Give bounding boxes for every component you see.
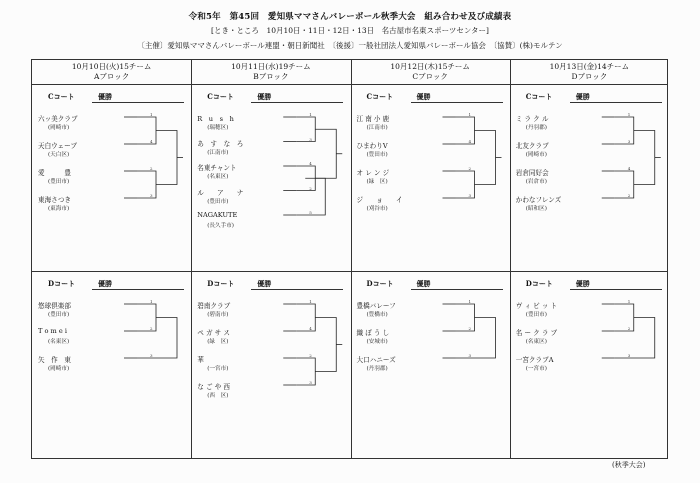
seed-number: 4 bbox=[150, 139, 153, 144]
seed-number: 1 bbox=[627, 299, 631, 304]
seed-number: 2 bbox=[309, 353, 312, 358]
winner-label: 優勝 bbox=[98, 92, 112, 101]
team-name: 織 ぼ う し bbox=[356, 329, 390, 337]
seed-number: 5 bbox=[309, 210, 312, 215]
winner-label: 優勝 bbox=[416, 279, 431, 288]
team-name: ミ ラ ク ル bbox=[515, 115, 549, 123]
team-city: (岡崎市) bbox=[48, 366, 70, 372]
team-city: (安城市) bbox=[366, 339, 388, 345]
team-name: 碧南クラブ bbox=[197, 302, 231, 310]
team-name: 名 ー ク ラ ブ bbox=[515, 329, 558, 337]
seed-number: 3 bbox=[309, 380, 312, 385]
schedule-line: [とき・ところ 10月10日・11日・12日・13日 名古屋市名東スポーツセンター] bbox=[211, 26, 489, 35]
team-city: (丹羽郡) bbox=[366, 366, 388, 372]
team-city: (岡崎市) bbox=[48, 125, 70, 131]
team-city: (江南市) bbox=[366, 125, 388, 131]
team-name: あ す な ろ bbox=[197, 139, 244, 148]
team-name: 愛 豊 bbox=[38, 169, 71, 177]
winner-label: 優勝 bbox=[257, 92, 272, 101]
court-label: Dコート bbox=[48, 279, 76, 288]
team-name: ル ア ナ bbox=[197, 188, 244, 197]
seed-number: 4 bbox=[627, 166, 631, 171]
court-label: Dコート bbox=[207, 279, 235, 288]
team-name: ジ ョ イ bbox=[356, 196, 403, 204]
match-bracket bbox=[615, 304, 634, 331]
team-city: (瑞穂区) bbox=[207, 125, 229, 131]
team-city: (豊田市) bbox=[48, 312, 70, 318]
team-name: かわなフレンズ bbox=[515, 196, 562, 204]
block-name: Aブロック bbox=[93, 72, 130, 81]
team-name: 天白ウェーブ bbox=[38, 142, 77, 150]
team-city: (江南市) bbox=[207, 149, 229, 156]
team-city: (刈谷市) bbox=[366, 206, 388, 212]
team-city: (東海市) bbox=[48, 206, 70, 212]
team-name: 豊橋バレーフ bbox=[356, 302, 396, 310]
seed-number: 4 bbox=[468, 139, 472, 144]
team-city: (豊田市) bbox=[366, 152, 388, 158]
team-city: (一宮市) bbox=[525, 366, 547, 372]
team-name: ひまわりV bbox=[356, 142, 388, 150]
team-city: (豊田市) bbox=[48, 179, 70, 185]
seed-number: 2 bbox=[468, 326, 472, 331]
winner-label: 優勝 bbox=[257, 279, 272, 288]
team-name: 北友クラブ bbox=[515, 142, 549, 150]
block-date: 10月10日(火)15チーム bbox=[71, 62, 152, 71]
seed-number: 4 bbox=[309, 326, 312, 331]
team-name: 東海さつき bbox=[38, 196, 71, 204]
seed-number: 2 bbox=[468, 166, 472, 171]
sheet-title: 令和5年 第45回 愛知県ママさんバレーボール秋季大会 組み合わせ及び成績表 bbox=[188, 12, 512, 22]
team-city: (緑 区) bbox=[366, 179, 388, 185]
team-name: 矢 作 東 bbox=[38, 356, 71, 364]
winner-label: 優勝 bbox=[416, 92, 431, 101]
footer-label: (秋季大会) bbox=[612, 461, 646, 469]
court-label: Cコート bbox=[525, 92, 553, 101]
seed-number: 2 bbox=[309, 185, 312, 191]
seed-number: 3 bbox=[627, 353, 631, 358]
seed-number: 4 bbox=[309, 161, 312, 166]
court-label: Dコート bbox=[366, 279, 394, 288]
team-name: ペ ガ サ ス bbox=[197, 329, 230, 337]
seed-number: 2 bbox=[627, 193, 631, 198]
winner-label: 優勝 bbox=[575, 92, 590, 101]
team-city: (一宮市) bbox=[207, 366, 229, 372]
team-city: (西 区) bbox=[207, 393, 229, 399]
team-city: (名東区) bbox=[207, 174, 229, 180]
team-name: な ご や 西 bbox=[197, 383, 230, 391]
seed-number: 1 bbox=[150, 112, 153, 117]
team-city: (豊田市) bbox=[525, 312, 547, 318]
team-name: 悠球倶楽部 bbox=[38, 302, 71, 310]
block-date: 10月13日(金)14チーム bbox=[549, 62, 630, 71]
seed-number: 1 bbox=[468, 112, 472, 117]
team-name: R u s h bbox=[197, 115, 234, 123]
seed-number: 2 bbox=[150, 326, 153, 331]
team-name: 六ッ美クラブ bbox=[38, 115, 78, 123]
sponsors-line: 〔主催〕愛知県ママさんバレーボール連盟・朝日新聞社 〔後援〕一般社団法人愛知県バレーボール協会 〔協賛〕(株)モルテン bbox=[137, 41, 563, 50]
court-label: Cコート bbox=[207, 92, 234, 101]
seed-number: 3 bbox=[468, 353, 472, 358]
bracket-lines bbox=[32, 60, 669, 460]
winner-label: 優勝 bbox=[98, 279, 112, 288]
seed-number: 2 bbox=[150, 166, 153, 171]
team-name: 大口ハニーズ bbox=[356, 356, 396, 364]
team-city: (碧南市) bbox=[207, 312, 229, 318]
seed-number: 1 bbox=[309, 112, 312, 117]
team-city: (豊田市) bbox=[207, 198, 229, 205]
team-city: (丹羽郡) bbox=[525, 125, 547, 131]
seed-number: 1 bbox=[150, 299, 153, 304]
seed-number: 1 bbox=[468, 299, 472, 304]
team-city: (豊橋市) bbox=[366, 312, 388, 318]
seed-number: 3 bbox=[309, 136, 312, 142]
team-city: (長久手市) bbox=[207, 223, 234, 229]
court-label: Dコート bbox=[525, 279, 553, 288]
court-label: Cコート bbox=[48, 92, 75, 101]
team-name: 名東チャント bbox=[197, 164, 237, 172]
team-name: 華 bbox=[197, 356, 204, 364]
seed-number: 2 bbox=[627, 326, 631, 331]
team-name: ヴ ィ ビ ッ ト bbox=[515, 302, 558, 310]
team-name: NAGAKUTE bbox=[197, 211, 238, 219]
team-city: (岩倉市) bbox=[525, 179, 547, 185]
team-name: 一宮クラブA bbox=[515, 356, 554, 364]
block-date: 10月11日(水)19チーム bbox=[231, 62, 311, 71]
seed-number: 1 bbox=[309, 299, 312, 304]
team-name: オ レ ン ジ bbox=[356, 169, 390, 177]
bracket-grid bbox=[31, 59, 668, 459]
court-label: Cコート bbox=[366, 92, 394, 101]
block-date: 10月12日(木)15チーム bbox=[390, 62, 470, 71]
team-city: (岡崎市) bbox=[525, 152, 547, 158]
seed-number: 3 bbox=[468, 193, 472, 198]
team-city: (昭和区) bbox=[525, 206, 547, 212]
team-city: (緑 区) bbox=[207, 339, 229, 345]
block-name: Bブロック bbox=[253, 72, 289, 81]
team-name: 岩倉同好会 bbox=[515, 169, 549, 177]
seed-number: 1 bbox=[627, 112, 631, 117]
team-city: (天白区) bbox=[48, 152, 70, 158]
block-name: Cブロック bbox=[412, 72, 448, 81]
team-name: T o m e i bbox=[38, 327, 68, 335]
seed-number: 3 bbox=[150, 193, 153, 198]
team-city: (名東区) bbox=[48, 339, 70, 345]
team-city: (名東区) bbox=[525, 339, 547, 345]
winner-label: 優勝 bbox=[575, 279, 590, 288]
seed-number: 3 bbox=[150, 353, 153, 358]
seed-number: 3 bbox=[627, 139, 631, 144]
block-name: Dブロック bbox=[571, 72, 608, 81]
final-bracket bbox=[615, 318, 655, 359]
team-name: 江 南 小 鹿 bbox=[356, 115, 390, 123]
